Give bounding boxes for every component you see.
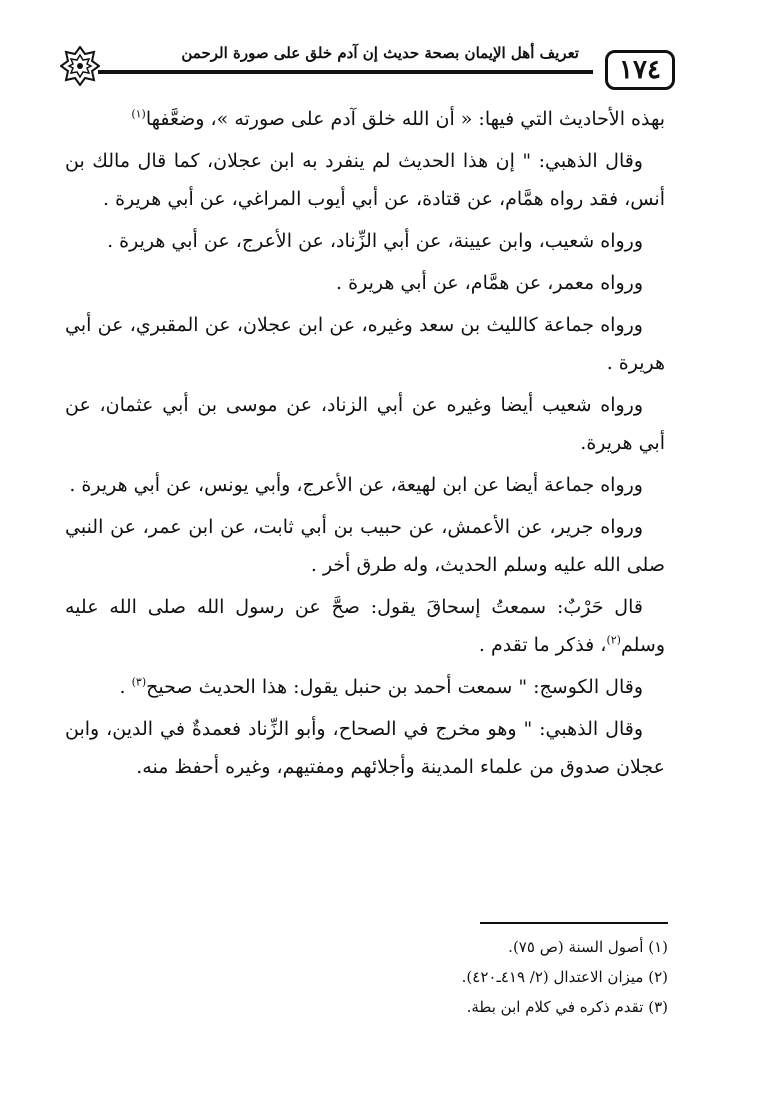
paragraph-text: ورواه جماعة أيضا عن ابن لهيعة، عن الأعرج، وأبي يونس، عن أبي هريرة . — [69, 474, 643, 496]
footnote-ref: (٢) — [606, 633, 621, 647]
paragraph-text: ورواه شعيب أيضا وغيره عن أبي الزناد، عن موسى بن أبي عثمان، عن أبي هريرة. — [65, 394, 665, 454]
footnote: (٢) ميزان الاعتدال (٢/ ٤١٩ـ٤٢٠). — [461, 968, 668, 986]
paragraph-text-tail: . — [119, 676, 132, 698]
paragraph-text: ورواه معمر، عن همَّام، عن أبي هريرة . — [336, 272, 643, 294]
paragraph-text: وقال الذهبي: " وهو مخرج في الصحاح، وأبو الزِّناد فعمدةٌ في الدين، وابن عجلان صدوق من علماء المدينة وأجلائهم ومفتيهم، وغيره أحفظ منه. — [65, 718, 665, 778]
paragraph — [65, 142, 665, 218]
paragraph-text: ورواه شعيب، وابن عيينة، عن أبي الزِّناد، عن الأعرج، عن أبي هريرة . — [107, 230, 643, 252]
star-ornament-icon — [60, 46, 100, 86]
header-rule — [98, 70, 593, 74]
paragraph — [65, 386, 665, 462]
footnote: (٣) تقدم ذكره في كلام ابن بطة. — [466, 998, 668, 1016]
paragraph — [65, 222, 665, 260]
paragraph-text: وقال الكوسج: " سمعت أحمد بن حنبل يقول: هذا الحديث صحيح — [146, 676, 643, 698]
footnote-ref: (٣) — [131, 675, 147, 689]
paragraph — [65, 508, 665, 584]
paragraph — [65, 588, 665, 664]
footnotes — [300, 932, 668, 1022]
paragraph — [65, 306, 665, 382]
paragraph — [65, 100, 665, 138]
paragraph-text: ورواه جماعة كالليث بن سعد وغيره، عن ابن عجلان، عن المقبري، عن أبي هريرة . — [65, 314, 665, 374]
paragraph-text: ورواه جرير، عن الأعمش، عن حبيب بن أبي ثابت، عن ابن عمر، عن النبي صلى الله عليه وسلم الحديث، وله طرق أخر . — [65, 516, 665, 576]
paragraph-text-tail: ، فذكر ما تقدم . — [478, 634, 607, 656]
footnote-ref: (١) — [131, 107, 146, 121]
paragraph-text: وقال الذهبي: " إن هذا الحديث لم ينفرد به ابن عجلان، كما قال مالك بن أنس، فقد رواه همَّام، عن قتادة، عن أبي أيوب المراغي، عن أبي هريرة . — [65, 150, 665, 210]
main-text — [65, 100, 665, 790]
footnote: (١) أصول السنة (ص ٧٥). — [508, 938, 668, 956]
paragraph — [65, 466, 665, 504]
running-title: تعريف أهل الإيمان بصحة حديث إن آدم خلق على صورة الرحمن — [181, 44, 579, 62]
paragraph — [65, 710, 665, 786]
page-number: ١٧٤ — [619, 55, 661, 85]
page-number-box — [605, 50, 675, 90]
footnote-separator — [480, 922, 668, 924]
page-header — [60, 34, 675, 94]
paragraph — [65, 264, 665, 302]
paragraph-text: قال حَرْبٌ: سمعتُ إسحاقَ يقول: صحَّ عن رسول الله صلى الله عليه وسلم — [65, 596, 665, 656]
paragraph — [65, 668, 665, 706]
paragraph-text: بهذه الأحاديث التي فيها: « أن الله خلق آدم على صورته »، وضعَّفها — [145, 108, 665, 130]
